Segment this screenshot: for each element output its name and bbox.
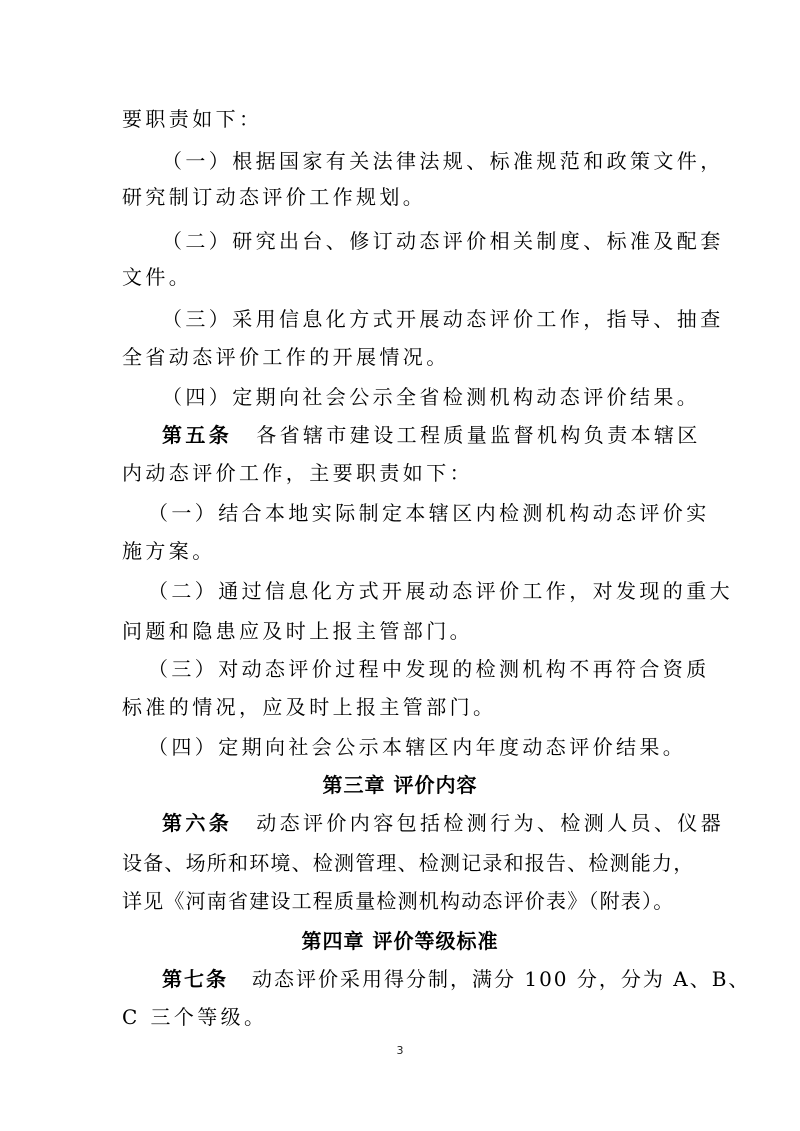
- article-text: 动态评价采用得分制，满分 100 分，分为 A、B、: [252, 967, 751, 991]
- body-line: （四）定期向社会公示全省检测机构动态评价结果。: [162, 385, 701, 409]
- body-line: （三）对动态评价过程中发现的检测机构不再符合资质: [148, 657, 710, 681]
- chapter-heading: 第四章 评价等级标准: [301, 929, 499, 953]
- body-line: 设备、场所和环境、检测管理、检测记录和报告、检测能力，: [122, 851, 695, 875]
- article-line: [162, 422, 701, 448]
- body-line: （一）结合本地实际制定本辖区内检测机构动态评价实: [148, 501, 710, 525]
- body-line: （四）定期向社会公示本辖区内年度动态评价结果。: [148, 735, 687, 759]
- article-line: [162, 810, 724, 836]
- article-text: 各省辖市建设工程质量监督机构负责本辖区: [256, 423, 701, 447]
- body-line: 施方案。: [122, 539, 216, 563]
- article-label: 第七条: [162, 967, 228, 991]
- body-line: （二）研究出台、修订动态评价相关制度、标准及配套: [162, 229, 724, 253]
- body-line: 详见《河南省建设工程质量检测机构动态评价表》（附表）。: [122, 889, 675, 913]
- page-number: 3: [396, 1044, 404, 1057]
- body-line: （三）采用信息化方式开展动态评价工作，指导、抽查: [162, 307, 724, 331]
- body-line: 内动态评价工作，主要职责如下：: [122, 461, 473, 485]
- body-line: 研究制订动态评价工作规划。: [122, 185, 427, 209]
- body-line: （一）根据国家有关法律法规、标准规范和政策文件，: [162, 149, 724, 173]
- article-line: [162, 966, 750, 992]
- article-label: 第六条: [162, 811, 233, 835]
- body-line: （二）通过信息化方式开展动态评价工作，对发现的重大: [148, 579, 733, 603]
- chapter-heading: 第三章 评价内容: [322, 773, 478, 797]
- article-text: 动态评价内容包括检测行为、检测人员、仪器: [256, 811, 725, 835]
- body-line: 全省动态评价工作的开展情况。: [122, 345, 450, 369]
- body-line: 问题和隐患应及时上报主管部门。: [122, 619, 473, 643]
- body-line: 文件。: [122, 265, 193, 289]
- article-label: 第五条: [162, 423, 233, 447]
- body-line: 要职责如下：: [122, 107, 263, 131]
- body-line: C 三个等级。: [122, 1005, 268, 1029]
- body-line: 标准的情况，应及时上报主管部门。: [122, 695, 497, 719]
